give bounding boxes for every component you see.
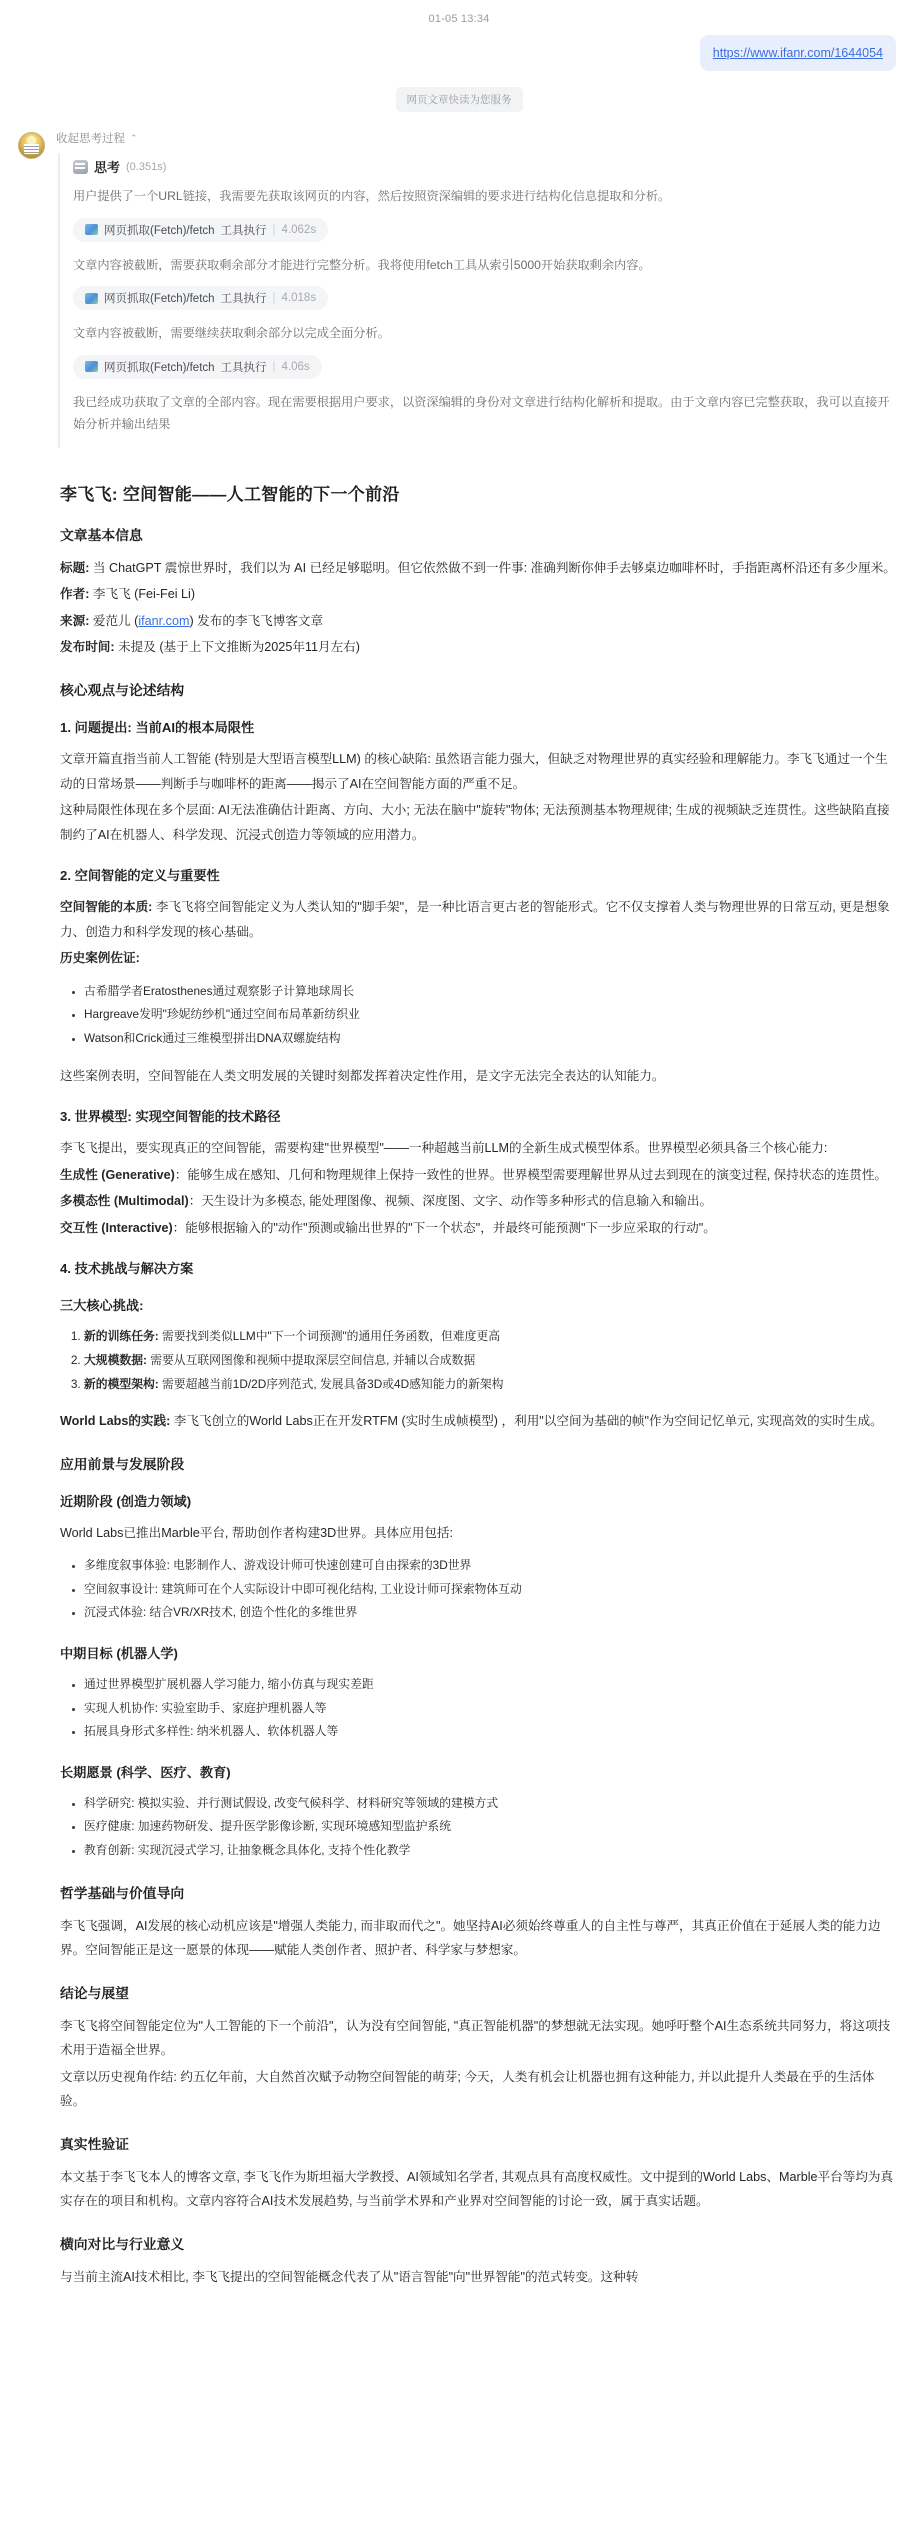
meta-source-post: ) 发布的李飞飞博客文章 xyxy=(189,613,324,628)
s9-text: 与当前主流AI技术相比, 李飞飞提出的空间智能概念代表了从"语言智能"向"世界智能"的范式转变。这种转 xyxy=(60,2269,639,2284)
section-heading-s9: 横向对比与行业意义 xyxy=(60,2236,185,2252)
list-item: • 拓展具身形式多样性: 纳米机器人、软体机器人等 xyxy=(84,1720,896,1744)
conversation-timestamp: 01-05 13:34 xyxy=(428,13,490,25)
s4-worldlabs-value: 李飞飞创立的World Labs正在开发RTFM (实时生成帧模型) ，利用"以空间为基础的帧"作为空间记忆单元, 实现高效的实时生成。 xyxy=(170,1414,883,1429)
meta-author xyxy=(60,582,896,607)
list-item: • 古希腊学者Eratosthenes通过观察影子计算地球周长 xyxy=(84,980,896,1004)
section-heading-s5: 应用前景与发展阶段 xyxy=(60,1456,185,1472)
assistant-body xyxy=(45,130,896,448)
s7-paragraph-2: 文章以历史视角作结: 约五亿年前，大自然首次赋予动物空间智能的萌芽; 今天，人类有机会让机器也拥有这种能力, 并以此提升人类最在乎的生活体验。 xyxy=(60,2069,875,2109)
system-notice-row xyxy=(0,71,918,124)
list-item: • 多维度叙事体验: 电影制作人、游戏设计师可快速创建可自由探索的3D世界 xyxy=(84,1554,896,1578)
tool-duration: 4.018s xyxy=(281,292,317,305)
chevron-up-icon: ⌃ xyxy=(130,132,138,143)
challenge-text: 需要从互联网图像和视频中提取深层空间信息, 并辅以合成数据 xyxy=(146,1352,476,1367)
s5-mid-heading: 中期目标 (机器人学) xyxy=(60,1646,178,1661)
s3-cap-1-label: 生成性 (Generative) xyxy=(60,1167,175,1182)
article-title: 李飞飞: 空间智能——人工智能的下一个前沿 xyxy=(60,484,400,504)
meta-author-label: 作者: xyxy=(60,587,90,602)
s5-mid-list xyxy=(60,1673,896,1744)
list-item: • Hargreave发明"珍妮纺纱机"通过空间布局革新纺织业 xyxy=(84,1003,896,1027)
thinking-panel xyxy=(58,153,896,448)
list-item: • 通过世界模型扩展机器人学习能力, 缩小仿真与现实差距 xyxy=(84,1673,896,1697)
s2-essence-label: 空间智能的本质: xyxy=(60,900,153,915)
s3-cap-2-label: 多模态性 (Multimodal) xyxy=(60,1194,189,1209)
s6-text: 李飞飞强调，AI发展的核心动机应该是"增强人类能力, 而非取而代之"。她坚持AI必须始终尊重人的自主性与尊严，其真正价值在于延展人类的能力边界。空间智能正是这一愿景的体现——赋能人类创作者、照护者、科学家与梦想家。 xyxy=(60,1918,881,1958)
tool-separator: | xyxy=(272,223,276,236)
assistant-avatar xyxy=(18,132,45,159)
challenge-text: 需要找到类似LLM中"下一个词预测"的通用任务函数，但难度更高 xyxy=(158,1329,501,1344)
s4-challenges-list xyxy=(60,1325,896,1396)
list-item: • 沉浸式体验: 结合VR/XR技术, 创造个性化的多维世界 xyxy=(84,1601,896,1625)
meta-source-pre: 爱范儿 ( xyxy=(89,613,139,628)
s5-long-list xyxy=(60,1792,896,1863)
s7-paragraph-1: 李飞飞将空间智能定位为"人工智能的下一个前沿"，认为没有空间智能, "真正智能机器"的梦想就无法实现。她呼吁整个AI生态系统共同努力，将这项技术用于造福全世界。 xyxy=(60,2018,891,2058)
list-item: • 科学研究: 模拟实验、并行测试假设, 改变气候科学、材料研究等领域的建模方式 xyxy=(84,1792,896,1816)
s5-near-intro: World Labs已推出Marble平台, 帮助创作者构建3D世界。具体应用包括: xyxy=(60,1525,454,1540)
s2-history-label-text: 历史案例佐证: xyxy=(60,951,140,966)
user-message-link[interactable]: https://www.ifanr.com/1644054 xyxy=(712,46,883,60)
tool-action: 工具执行 xyxy=(220,224,267,237)
s3-cap-2-value: ：天生设计为多模态, 能处理图像、视频、深度图、文字、动作等多种形式的信息输入和输出。 xyxy=(188,1194,713,1209)
system-notice-chip: 网页文章快读为您服务 xyxy=(396,87,523,112)
section-heading-s7: 结论与展望 xyxy=(60,1985,129,2001)
section-heading-s3: 3. 世界模型: 实现空间智能的技术路径 xyxy=(60,1109,281,1125)
s3-cap-1 xyxy=(60,1163,896,1188)
fetch-icon xyxy=(85,224,98,235)
assistant-message xyxy=(0,124,918,448)
s2-essence xyxy=(60,895,896,944)
s3-cap-3-value: ：能够根据输入的"动作"预测或输出世界的"下一个状态"，并最终可能预测"下一步应采取的行动"。 xyxy=(172,1220,716,1235)
brain-icon xyxy=(73,160,88,174)
s2-history-list xyxy=(60,980,896,1051)
tool-name: 网页抓取(Fetch)/fetch xyxy=(104,293,215,306)
meta-date xyxy=(60,635,896,660)
meta-source-label: 来源: xyxy=(60,613,90,628)
collapse-thinking-toggle[interactable] xyxy=(56,130,896,146)
list-item: • 空间叙事设计: 建筑师可在个人实际设计中即可视化结构, 工业设计师可探索物体互动 xyxy=(84,1578,896,1602)
s3-cap-3-label: 交互性 (Interactive) xyxy=(60,1220,173,1235)
section-heading-s4: 4. 技术挑战与解决方案 xyxy=(60,1261,194,1277)
tool-call-chip[interactable] xyxy=(73,286,328,310)
thinking-step-text: 文章内容被截断，需要继续获取剩余部分以完成全面分析。 xyxy=(73,326,390,341)
section-heading-s2: 2. 空间智能的定义与重要性 xyxy=(60,868,220,884)
meta-title-label: 标题: xyxy=(60,560,90,575)
list-item: • 教育创新: 实现沉浸式学习, 让抽象概念具体化, 支持个性化教学 xyxy=(84,1839,896,1863)
thinking-duration: (0.351s) xyxy=(126,160,167,173)
challenge-label: 大规模数据: xyxy=(84,1352,147,1367)
tool-name: 网页抓取(Fetch)/fetch xyxy=(104,361,215,374)
source-link[interactable]: ifanr.com xyxy=(138,613,190,628)
thinking-header xyxy=(73,157,896,176)
fetch-icon xyxy=(85,361,98,372)
challenge-label: 新的训练任务: xyxy=(84,1329,159,1344)
s5-long-heading: 长期愿景 (科学、医疗、教育) xyxy=(60,1764,231,1780)
section-heading-s1: 1. 问题提出: 当前AI的根本局限性 xyxy=(60,720,255,735)
s4-worldlabs xyxy=(60,1409,896,1434)
list-item xyxy=(84,1373,896,1397)
thinking-title: 思考 xyxy=(94,160,121,175)
tool-duration: 4.06s xyxy=(281,360,310,373)
fetch-icon xyxy=(85,293,98,304)
meta-author-value: 李飞飞 (Fei-Fei Li) xyxy=(89,587,196,602)
meta-title xyxy=(60,556,896,581)
list-item: • 实现人机协作: 实验室助手、家庭护理机器人等 xyxy=(84,1697,896,1721)
s3-intro: 李飞飞提出，要实现真正的空间智能，需要构建"世界模型"——一种超越当前LLM的全新生成式模型体系。世界模型必须具备三个核心能力: xyxy=(60,1141,828,1156)
challenge-text: 需要超越当前1D/2D序列范式, 发展具备3D或4D感知能力的新架构 xyxy=(158,1376,504,1391)
s4-challenges-heading: 三大核心挑战: xyxy=(60,1298,144,1314)
s2-closing: 这些案例表明，空间智能在人类文明发展的关键时刻都发挥着决定性作用，是文字无法完全表达的认知能力。 xyxy=(60,1068,665,1083)
meta-title-value: 当 ChatGPT 震惊世界时，我们以为 AI 已经足够聪明。但它依然做不到一件事: 准确判断你伸手去够桌边咖啡杯时，手指距离杯沿还有多少厘米。 xyxy=(89,560,896,575)
list-item: • 医疗健康: 加速药物研发、提升医学影像诊断, 实现环境感知型监护系统 xyxy=(84,1815,896,1839)
tool-call-chip[interactable] xyxy=(73,218,328,242)
user-message-row xyxy=(0,35,918,71)
section-heading-s8: 真实性验证 xyxy=(60,2136,129,2152)
meta-date-value: 未提及 (基于上下文推断为2025年11月左右) xyxy=(114,640,360,655)
s1-paragraph-2: 这种局限性体现在多个层面: AI无法准确估计距离、方向、大小; 无法在脑中"旋转"物体; 无法预测基本物理规律; 生成的视频缺乏连贯性。这些缺陷直接制约了AI在机器人、科学发现、沉浸式创造力等领域的应用潜力。 xyxy=(60,803,890,842)
collapse-thinking-label: 收起思考过程 xyxy=(56,133,125,145)
article-answer xyxy=(0,448,918,2290)
tool-call-chip[interactable] xyxy=(73,355,322,379)
thinking-step-text: 文章内容被截断，需要获取剩余部分才能进行完整分析。我将使用fetch工具从索引5000开始获取剩余内容。 xyxy=(73,257,651,272)
s2-essence-value: 李飞飞将空间智能定义为人类认知的"脚手架"，是一种比语言更古老的智能形式。它不仅支撑着人类与物理世界的日常互动, 更是想象力、创造力和科学发现的核心基础。 xyxy=(60,900,890,939)
meta-source xyxy=(60,609,896,634)
s4-worldlabs-label: World Labs的实践: xyxy=(60,1414,171,1429)
thinking-step-text: 用户提供了一个URL链接，我需要先获取该网页的内容，然后按照资深编辑的要求进行结构化信息提取和分析。 xyxy=(73,189,671,203)
user-message-bubble xyxy=(700,35,896,71)
tool-separator: | xyxy=(272,360,276,373)
s8-text: 本文基于李飞飞本人的博客文章, 李飞飞作为斯坦福大学教授、AI领域知名学者, 其观点具有高度权威性。文中提到的World Labs、Marble平台等均为真实存在的项目和机构。文章内容符合AI技术发展趋势, 与当前学术界和产业界对空间智能的讨论一致，属于真实话题。 xyxy=(60,2169,894,2209)
s3-cap-1-value: ：能够生成在感知、几何和物理规律上保持一致性的世界。世界模型需要理解世界从过去到现在的演变过程, 保持状态的连贯性。 xyxy=(174,1167,888,1182)
tool-name: 网页抓取(Fetch)/fetch xyxy=(104,224,215,237)
list-item xyxy=(84,1349,896,1373)
thinking-step-text: 我已经成功获取了文章的全部内容。现在需要根据用户要求，以资深编辑的身份对文章进行结构化解析和提取。由于文章内容已完整获取，我可以直接开始分析并输出结果 xyxy=(73,394,890,432)
section-heading-s6: 哲学基础与价值导向 xyxy=(60,1885,185,1901)
tool-action: 工具执行 xyxy=(220,361,267,374)
s2-history-label xyxy=(60,946,896,971)
tool-action: 工具执行 xyxy=(220,293,267,306)
tool-duration: 4.062s xyxy=(281,223,317,236)
section-heading-basic-info: 文章基本信息 xyxy=(60,527,143,543)
s5-near-heading: 近期阶段 (创造力领域) xyxy=(60,1493,192,1509)
s1-paragraph-1: 文章开篇直指当前人工智能 (特别是大型语言模型LLM) 的核心缺陷: 虽然语言能力强大，但缺乏对物理世界的真实经验和理解能力。李飞飞通过一个生动的日常场景——判断手与咖啡杯的距离——揭示了AI在空间智能方面的严重不足。 xyxy=(60,752,888,791)
meta-date-label: 发布时间: xyxy=(60,640,115,655)
tool-separator: | xyxy=(272,292,276,305)
s5-near-list xyxy=(60,1554,896,1625)
list-item: • Watson和Crick通过三维模型拼出DNA双螺旋结构 xyxy=(84,1027,896,1051)
list-item xyxy=(84,1325,896,1349)
s3-cap-2 xyxy=(60,1189,896,1214)
challenge-label: 新的模型架构: xyxy=(84,1376,159,1391)
section-heading-core: 核心观点与论述结构 xyxy=(60,683,185,698)
s3-cap-3 xyxy=(60,1216,896,1241)
